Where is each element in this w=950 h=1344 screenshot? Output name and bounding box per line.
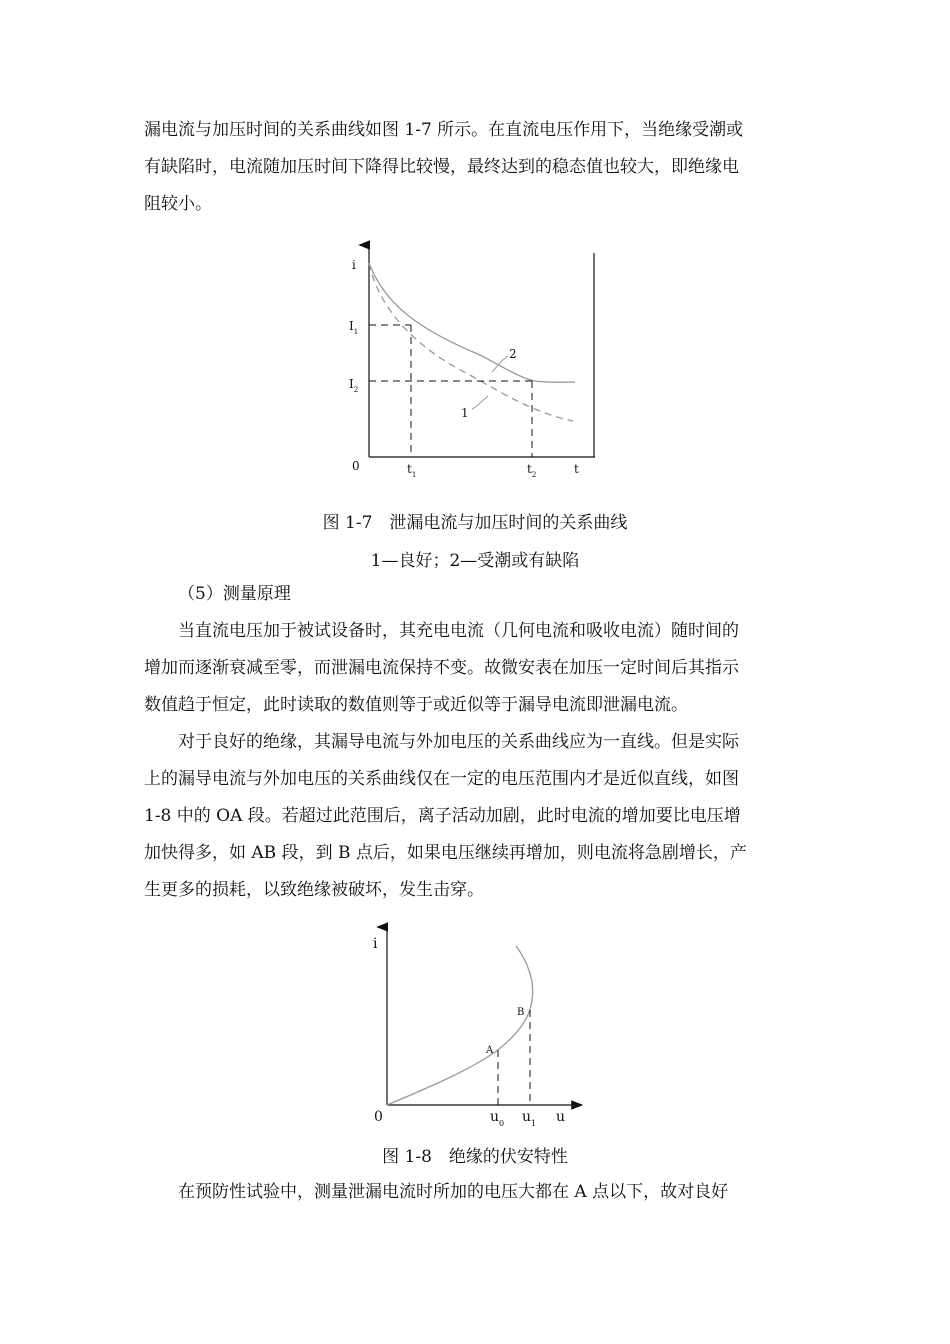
section-block	[144, 576, 808, 909]
t2-label: $t_2$	[527, 462, 537, 479]
curve-2-moist-defect	[369, 263, 575, 382]
text-line: 加快得多，如 AB 段，到 B 点后，如果电压继续再增加，则电流将急剧增长，产	[144, 843, 747, 863]
y-axis-label: i	[373, 936, 378, 952]
intro-paragraph	[144, 112, 808, 223]
curve-1-leader	[472, 396, 488, 409]
curve-1-good	[369, 263, 573, 421]
point-b-label: B	[517, 1007, 525, 1018]
figure-1-7-legend: 1—良好；2—受潮或有缺陷	[370, 551, 580, 571]
text-line: 生更多的损耗，以致绝缘被破坏，发生击穿。	[144, 880, 484, 900]
vi-curve	[387, 946, 533, 1105]
text-line: 1-8 中的 OA 段。若超过此范围后，离子活动加剧，此时电流的增加要比电压增	[144, 806, 741, 826]
i2-label: $I_2$	[349, 377, 359, 394]
figure-1-7	[330, 235, 620, 490]
point-a-label: A	[486, 1045, 494, 1056]
t1-label: $t_1$	[407, 462, 417, 479]
section-heading: （5）测量原理	[178, 584, 291, 604]
origin-label: 0	[352, 459, 360, 473]
text-line: 当直流电压加于被试设备时，其充电电流（几何电流和吸收电流）随时间的	[178, 621, 739, 641]
figure-1-7-caption: 图 1-7 泄漏电流与加压时间的关系曲线	[322, 513, 628, 533]
text-line: 对于良好的绝缘，其漏导电流与外加电压的关系曲线应为一直线。但是实际	[178, 732, 739, 752]
curve-1-label: 1	[461, 406, 469, 420]
x-axis-label: t	[574, 462, 579, 476]
text-line: 上的漏导电流与外加电压的关系曲线仅在一定的电压范围内才是近似直线，如图	[144, 769, 739, 789]
text-line: 有缺陷时，电流随加压时间下降得比较慢，最终达到的稳态值也较大，即绝缘电	[144, 157, 739, 177]
origin-label: 0	[374, 1109, 383, 1125]
u1-label: $u_1$	[522, 1109, 537, 1128]
curve-2-label: 2	[509, 347, 517, 361]
text-line: 在预防性试验中，测量泄漏电流时所加的电压大都在 A 点以下，故对良好	[178, 1182, 729, 1202]
text-line: 数值趋于恒定，此时读取的数值则等于或近似等于漏导电流即泄漏电流。	[144, 695, 688, 715]
text-line: 漏电流与加压时间的关系曲线如图 1-7 所示。在直流电压作用下，当绝缘受潮或	[144, 120, 744, 140]
curve-2-leader	[492, 356, 508, 372]
i1-label: $I_1$	[349, 319, 359, 336]
u0-label: $u_0$	[490, 1109, 505, 1128]
closing-paragraph	[144, 1174, 808, 1211]
text-line: 阻较小。	[144, 194, 212, 214]
text-line: 增加而逐渐衰减至零，而泄漏电流保持不变。故微安表在加压一定时间后其指示	[144, 658, 739, 678]
figure-1-8-caption: 图 1-8 绝缘的伏安特性	[382, 1147, 568, 1167]
y-axis-label: i	[352, 258, 356, 272]
x-axis-label: u	[556, 1109, 566, 1125]
figure-1-8	[360, 922, 590, 1132]
